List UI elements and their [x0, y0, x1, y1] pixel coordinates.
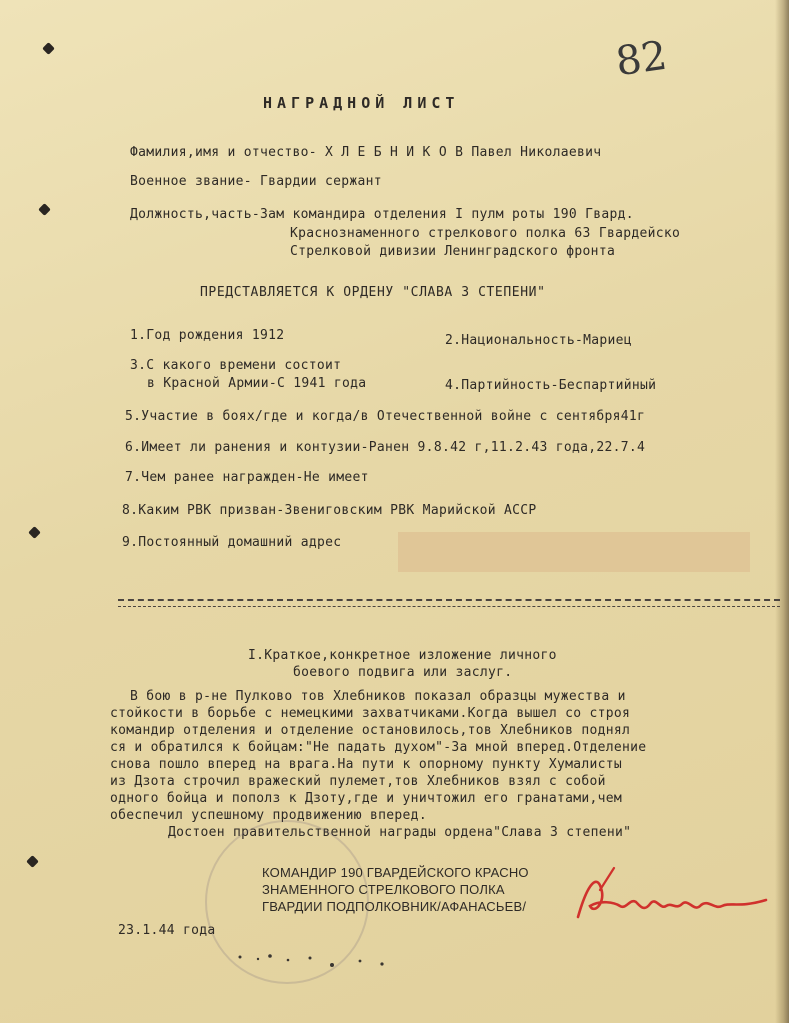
field-prior-awards: 7.Чем ранее награжден-Не имеет — [125, 470, 369, 485]
punch-mark — [26, 855, 39, 868]
field-draft-office: 8.Каким РВК призван-Звениговским РВК Марийской АССР — [122, 503, 537, 518]
feat-conclusion: Достоен правительственной награды ордена"Слава 3 степени" — [168, 825, 632, 840]
document-title: НАГРАДНОЙ ЛИСТ — [263, 94, 460, 112]
paper-edge — [775, 0, 789, 1023]
rank-line: Военное звание- Гвардии сержант — [130, 174, 382, 189]
feat-line: командир отделения и отделение остановилось,тов Хлебников поднял — [110, 723, 631, 738]
separator-line — [118, 606, 780, 607]
field-home-address: 9.Постоянный домашний адрес — [122, 535, 342, 550]
punch-mark — [28, 526, 41, 539]
commander-signature — [570, 862, 770, 932]
feat-heading: I.Краткое,конкретное изложение личного — [248, 648, 557, 663]
feat-line: из Дзота строчил вражеский пулемет,тов Хлебников взял с собой — [110, 774, 606, 789]
position-line: Краснознаменного стрелкового полка 63 Гвардейско — [290, 226, 681, 241]
feat-line: обеспечил успешному продвижению вперед. — [110, 808, 427, 823]
field-nationality: 2.Национальность-Мариец — [445, 333, 632, 348]
commander-line: ГВАРДИИ ПОДПОЛКОВНИК/АФАНАСЬЕВ/ — [262, 899, 527, 914]
commander-line: КОМАНДИР 190 ГВАРДЕЙСКОГО КРАСНО — [262, 865, 529, 880]
feat-line: ся и обратился к бойцам:"Не падать духом"-За мной вперед.Отделение — [110, 740, 647, 755]
field-party: 4.Партийность-Беспартийный — [445, 378, 657, 393]
punch-mark — [42, 42, 55, 55]
feat-heading: боевого подвига или заслуг. — [293, 665, 513, 680]
separator-line — [118, 599, 780, 601]
position-line: Должность,часть-Зам командира отделения I пулм роты 190 Гвард. — [130, 207, 634, 222]
nomination-line: ПРЕДСТАВЛЯЕТСЯ К ОРДЕНУ "СЛАВА 3 СТЕПЕНИ" — [200, 285, 546, 300]
punch-mark — [38, 203, 51, 216]
field-service-since-value: в Красной Армии-С 1941 года — [147, 376, 367, 391]
ink-dots — [200, 945, 500, 975]
field-wounds: 6.Имеет ли ранения и контузии-Ранен 9.8.42 г,11.2.43 года,22.7.4 — [125, 440, 646, 455]
redaction-block — [398, 532, 750, 572]
feat-line: снова пошло вперед на врага.На пути к опорному пункту Хумалисты — [110, 757, 622, 772]
handwritten-page-number: 82 — [613, 32, 670, 86]
field-birth-year: 1.Год рождения 1912 — [130, 328, 285, 343]
field-service-since: 3.С какого времени состоит — [130, 358, 342, 373]
field-battles: 5.Участие в боях/где и когда/в Отечественной войне с сентября41г — [125, 409, 646, 424]
feat-line: В бою в р-не Пулково тов Хлебников показал образцы мужества и — [130, 689, 626, 704]
feat-line: стойкости в борьбе с немецкими захватчиками.Когда вышел со строя — [110, 706, 631, 721]
document-date: 23.1.44 года — [118, 923, 216, 938]
position-line: Стрелковой дивизии Ленинградского фронта — [290, 244, 616, 259]
name-line: Фамилия,имя и отчество- Х Л Е Б Н И К О В Павел Николаевич — [130, 145, 602, 160]
commander-line: ЗНАМЕННОГО СТРЕЛКОВОГО ПОЛКА — [262, 882, 505, 897]
feat-line: одного бойца и пополз к Дзоту,где и уничтожил его гранатами,чем — [110, 791, 622, 806]
